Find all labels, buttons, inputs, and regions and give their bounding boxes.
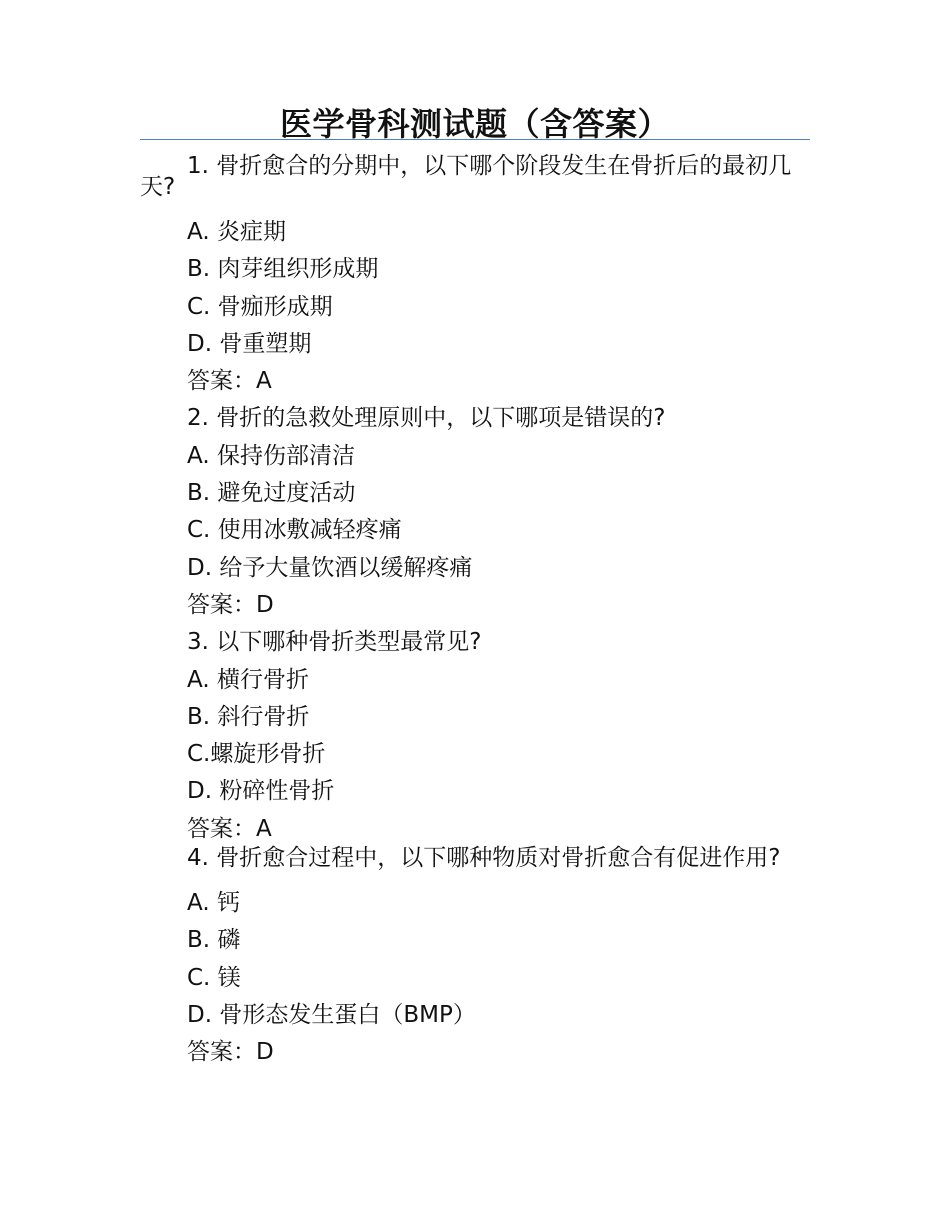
question-1-stem: 1. 骨折愈合的分期中，以下哪个阶段发生在骨折后的最初几天? <box>140 153 792 200</box>
title-underline <box>140 139 810 140</box>
question-3-option-c: C.螺旋形骨折 <box>187 741 326 768</box>
question-3-stem: 3. 以下哪种骨折类型最常见? <box>187 629 482 656</box>
question-2-option-b: B. 避免过度活动 <box>187 480 356 507</box>
question-1-option-d: D. 骨重塑期 <box>187 330 312 357</box>
question-4-option-b: B. 磷 <box>187 927 241 954</box>
document-title: 医学骨科测试题（含答案） <box>279 105 670 143</box>
question-1-answer: 答案：A <box>187 368 272 395</box>
question-2-answer: 答案：D <box>187 591 274 618</box>
question-2-option-a: A. 保持伤部清洁 <box>187 442 355 469</box>
question-2-option-d: D. 给予大量饮酒以缓解疼痛 <box>187 554 473 581</box>
question-3-option-a: A. 横行骨折 <box>187 666 309 693</box>
question-list <box>140 153 812 1072</box>
question-4-option-c: C. 镁 <box>187 964 241 991</box>
question-2-option-c: C. 使用冰敷减轻疼痛 <box>187 517 402 544</box>
question-3-answer: 答案：A <box>187 815 272 842</box>
question-4-answer: 答案：D <box>187 1039 274 1066</box>
question-1-option-c: C. 骨痂形成期 <box>187 293 333 320</box>
question-3-option-b: B. 斜行骨折 <box>187 703 310 730</box>
question-4-option-d: D. 骨形态发生蛋白（BMP） <box>187 1001 476 1028</box>
question-3-option-d: D. 粉碎性骨折 <box>187 778 335 805</box>
question-2-stem: 2. 骨折的急救处理原则中，以下哪项是错误的? <box>187 405 666 432</box>
question-4-stem: 4. 骨折愈合过程中，以下哪种物质对骨折愈合有促进作用? <box>187 845 781 872</box>
question-1-option-a: A. 炎症期 <box>187 219 286 245</box>
question-1-option-b: B. 肉芽组织形成期 <box>187 256 379 283</box>
question-4-option-a: A. 钙 <box>187 890 240 917</box>
